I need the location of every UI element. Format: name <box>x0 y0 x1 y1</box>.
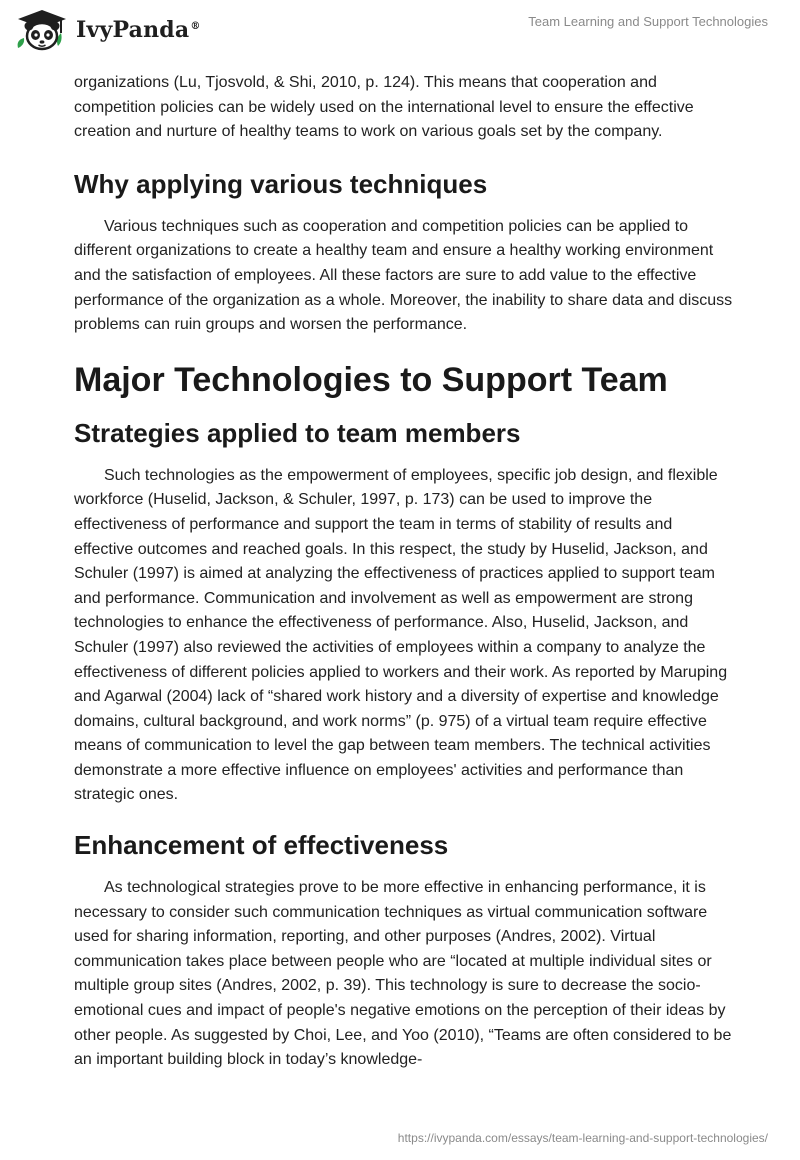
main-heading-technologies: Major Technologies to Support Team <box>74 360 668 399</box>
document-title: Team Learning and Support Technologies <box>528 14 768 29</box>
page-header <box>0 0 800 64</box>
brand-name: IvyPanda® <box>76 17 201 43</box>
section-heading-techniques: Why applying various techniques <box>74 168 488 199</box>
section-heading-strategies: Strategies applied to team members <box>74 417 521 448</box>
paragraph-enhancement: As technological strategies prove to be more effective in enhancing performance, it is necessary to consider such communication techniques as virtual communication software used for sharing information, reporting, and other purposes (Andres, 2002). Virtual communication takes place between people who are “located at multiple individual sites or multiple group sites (Andres, 2002, p. 39). This technology is sure to decrease the socio-emotional cues and impact of people's negative emotions on the perception of their ideas by other people. As suggested by Choi, Lee, and Yoo (2010), “Teams are often considered to be an important building block in today’s knowledge- <box>74 879 732 1069</box>
intro-paragraph: organizations (Lu, Tjosvold, & Shi, 2010, p. 124). This means that cooperation and competition policies can be widely used on the international level to ensure the effective creation and nurture of healthy teams to work on various goals set by the company. <box>74 74 694 141</box>
panda-graduate-icon <box>14 8 70 52</box>
essay-content <box>74 71 734 1073</box>
paragraph-strategies: Such technologies as the empowerment of employees, specific job design, and flexible workforce (Huselid, Jackson, & Schuler, 1997, p. 173) can be used to improve the effectiveness of performance and support the team in terms of stability of results and effective outcomes and reached goals. In this respect, the study by Huselid, Jackson, and Schuler (1997) is aimed at analyzing the effectiveness of practices applied to support team and performance. Communication and involvement as well as empowerment are strong technologies to enhance the effectiveness of performance. Also, Huselid, Jackson, and Schuler (1997) also reviewed the activities of employees within a company to analyze the effectiveness of different policies applied to workers and their work. As reported by Maruping and Agarwal (2004) lack of “shared work history and a diversity of expertise and knowledge domains, cultural background, and work norms” (p. 975) of a virtual team require effective means of communication to level the gap between team members. The technical activities demonstrate a more effective influence on employees' activities and performance than strategic ones. <box>74 466 728 804</box>
brand-logo[interactable] <box>14 8 201 52</box>
registered-mark: ® <box>190 20 201 32</box>
source-url[interactable]: https://ivypanda.com/essays/team-learning-and-support-technologies/ <box>397 1131 768 1145</box>
section-heading-enhancement: Enhancement of effectiveness <box>74 830 449 861</box>
paragraph-techniques: Various techniques such as cooperation and competition policies can be applied to different organizations to create a healthy team and ensure a healthy working environment and the satisfaction of employees. All these factors are sure to add value to the effective performance of the organization as a whole. Moreover, the inability to share data and discuss problems can ruin groups and worsen the performance. <box>74 217 733 334</box>
